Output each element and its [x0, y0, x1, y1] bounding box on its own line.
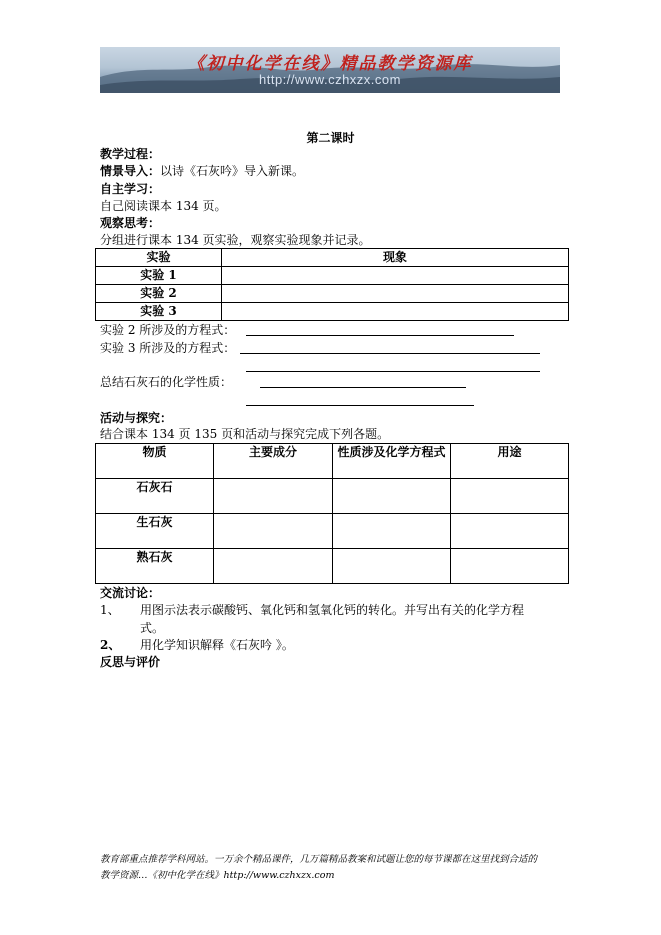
- eq3-label: 实验 3 所涉及的方程式：: [100, 341, 236, 355]
- table-cell: [222, 267, 569, 285]
- header-banner: [100, 47, 560, 93]
- summary-blank-line: [260, 387, 466, 388]
- table-cell: [214, 549, 333, 584]
- table-row: [96, 303, 569, 321]
- table-cell: [333, 549, 451, 584]
- activity-heading: 活动与探究：: [100, 411, 173, 425]
- intro-text: 以诗《石灰吟》导入新课。: [160, 164, 305, 178]
- footer-line-1: 教育部重点推荐学科网站。一万余个精品课件，几万篇精品教案和试题让您的每节课都在这里找到合适的: [100, 854, 538, 865]
- banner-title: 《初中化学在线》精品教学资源库: [187, 54, 473, 74]
- table-cell: [451, 549, 569, 584]
- item2-text: 用化学知识解释《石灰吟 》。: [140, 638, 294, 652]
- activity-text: 结合课本 134 页 135 页和活动与探究完成下列各题。: [100, 427, 390, 441]
- table-cell: [333, 514, 451, 549]
- table-header-cell: 物质: [96, 444, 214, 479]
- table-row: [96, 267, 569, 285]
- observe-heading: 观察思考：: [100, 216, 161, 230]
- table-row: [96, 549, 569, 584]
- table-cell: [333, 479, 451, 514]
- observe-text: 分组进行课本 134 页实验，观察实验现象并记录。: [100, 233, 371, 247]
- table-cell: [451, 514, 569, 549]
- eq2-label: 实验 2 所涉及的方程式：: [100, 323, 236, 337]
- lesson-title: 第二课时: [306, 131, 355, 145]
- table-row: [96, 479, 569, 514]
- intro-line: [100, 163, 304, 179]
- table-cell: 石灰石: [96, 479, 214, 514]
- self-study-heading: 自主学习：: [100, 182, 161, 196]
- table-cell: [214, 479, 333, 514]
- process-heading: 教学过程：: [100, 147, 161, 161]
- banner-url[interactable]: http://www.czhxzx.com: [259, 72, 401, 87]
- self-study-text: 自己阅读课本 134 页。: [100, 199, 227, 213]
- table-cell: 实验 1: [96, 267, 222, 285]
- table-cell: 生石灰: [96, 514, 214, 549]
- table-cell: [214, 514, 333, 549]
- table-row: [96, 285, 569, 303]
- discussion-heading: 交流讨论：: [100, 586, 161, 600]
- table-header-cell: 现象: [222, 249, 569, 267]
- eq3-blank-line-2: [246, 371, 540, 372]
- substance-table: [95, 443, 569, 584]
- experiment-table: [95, 248, 569, 321]
- table-header-cell: 用途: [451, 444, 569, 479]
- table-header-cell: 实验: [96, 249, 222, 267]
- summary-blank-line-2: [246, 405, 474, 406]
- table-cell: 实验 2: [96, 285, 222, 303]
- table-header-row: [96, 444, 569, 479]
- footer: [100, 852, 570, 884]
- eq2-blank-line: [246, 335, 514, 336]
- table-header-cell: 主要成分: [214, 444, 333, 479]
- item1-text: 用图示法表示碳酸钙、氧化钙和氢氧化钙的转化。并写出有关的化学方程: [140, 603, 525, 617]
- table-cell: [451, 479, 569, 514]
- item1-number: 1、: [100, 603, 120, 617]
- item2-number: 2、: [100, 638, 121, 652]
- reflect-heading: 反思与评价: [100, 655, 161, 669]
- table-header-row: [96, 249, 569, 267]
- table-cell: 实验 3: [96, 303, 222, 321]
- eq3-blank-line: [240, 353, 540, 354]
- table-cell: 熟石灰: [96, 549, 214, 584]
- table-row: [96, 514, 569, 549]
- table-cell: [222, 303, 569, 321]
- footer-line-2: 教学资源…《初中化学在线》http://www.czhxzx.com: [100, 870, 335, 881]
- table-header-cell: 性质涉及化学方程式: [333, 444, 451, 479]
- intro-label: 情景导入：: [100, 164, 161, 178]
- summary-label: 总结石灰石的化学性质：: [100, 375, 233, 389]
- table-cell: [222, 285, 569, 303]
- item1-text-continued: 式。: [140, 621, 165, 635]
